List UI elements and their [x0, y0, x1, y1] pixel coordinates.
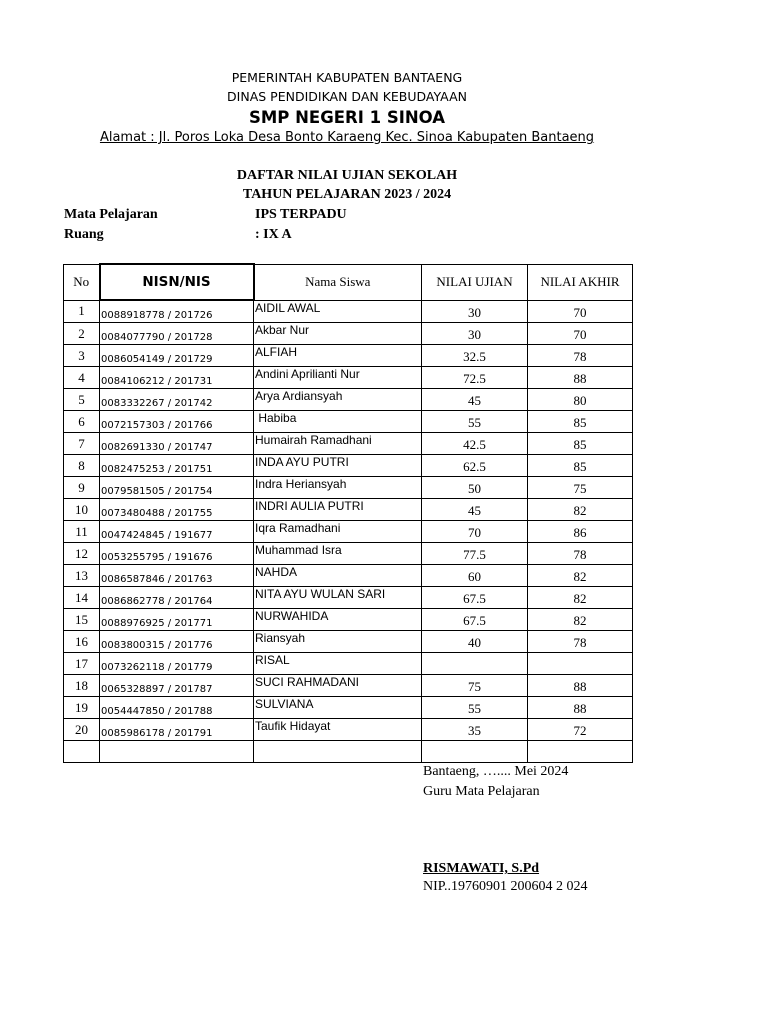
exam-score: 67.5: [422, 587, 528, 609]
row-number: 7: [64, 433, 100, 455]
teacher-role: Guru Mata Pelajaran: [423, 784, 540, 799]
table-row: [64, 345, 633, 367]
nisn-cell: 0054447850 / 201788: [100, 697, 254, 719]
table-row: [64, 367, 633, 389]
exam-score: 45: [422, 389, 528, 411]
final-score: 70: [528, 300, 633, 323]
exam-score: 40: [422, 631, 528, 653]
table-row: [64, 543, 633, 565]
place-date: Bantaeng, ….... Mei 2024: [423, 764, 569, 779]
nisn-cell: 0088918778 / 201726: [100, 300, 254, 323]
row-number: 8: [64, 455, 100, 477]
header-government: PEMERINTAH KABUPATEN BANTAENG: [231, 70, 463, 85]
exam-score: 55: [422, 411, 528, 433]
student-name: Indra Heriansyah: [254, 477, 422, 499]
row-number: 1: [64, 300, 100, 323]
col-header-nisn: NISN/NIS: [100, 264, 254, 300]
final-score: 78: [528, 345, 633, 367]
student-name: RISAL: [254, 653, 422, 675]
exam-score: 67.5: [422, 609, 528, 631]
row-number: 11: [64, 521, 100, 543]
final-score: 85: [528, 411, 633, 433]
table-row: [64, 631, 633, 653]
final-score: 88: [528, 697, 633, 719]
final-score: [528, 741, 633, 763]
student-name: AIDIL AWAL: [254, 300, 422, 323]
final-score: 88: [528, 675, 633, 697]
exam-score: 30: [422, 300, 528, 323]
final-score: 86: [528, 521, 633, 543]
academic-year: TAHUN PELAJARAN 2023 / 2024: [242, 187, 452, 202]
row-number: 9: [64, 477, 100, 499]
final-score: 78: [528, 543, 633, 565]
table-row: [64, 477, 633, 499]
student-name: Akbar Nur: [254, 323, 422, 345]
row-number: 10: [64, 499, 100, 521]
school-name: SMP NEGERI 1 SINOA: [248, 108, 446, 127]
student-name: Arya Ardiansyah: [254, 389, 422, 411]
nisn-cell: 0082691330 / 201747: [100, 433, 254, 455]
exam-score: 62.5: [422, 455, 528, 477]
nisn-cell: 0085986178 / 201791: [100, 719, 254, 741]
col-header-final-score: NILAI AKHIR: [528, 264, 633, 300]
teacher-nip: NIP..19760901 200604 2 024: [423, 879, 588, 894]
row-number: 6: [64, 411, 100, 433]
final-score: [528, 653, 633, 675]
nisn-cell: 0084106212 / 201731: [100, 367, 254, 389]
row-number: 4: [64, 367, 100, 389]
final-score: 75: [528, 477, 633, 499]
table-row: [64, 521, 633, 543]
final-score: 80: [528, 389, 633, 411]
nisn-cell: 0083800315 / 201776: [100, 631, 254, 653]
row-number: 15: [64, 609, 100, 631]
grades-table: [63, 263, 633, 763]
student-name: ALFIAH: [254, 345, 422, 367]
table-row: [64, 719, 633, 741]
student-name: Habiba: [254, 411, 422, 433]
nisn-cell: 0088976925 / 201771: [100, 609, 254, 631]
header-department: DINAS PENDIDIKAN DAN KEBUDAYAAN: [227, 89, 467, 104]
student-name: NAHDA: [254, 565, 422, 587]
col-header-name: Nama Siswa: [254, 264, 422, 300]
row-number: 2: [64, 323, 100, 345]
nisn-cell: 0083332267 / 201742: [100, 389, 254, 411]
col-header-no: No: [64, 264, 100, 300]
exam-score: [422, 741, 528, 763]
room-label: Ruang: [64, 227, 104, 242]
table-row: [64, 609, 633, 631]
nisn-cell: [100, 741, 254, 763]
row-number: 17: [64, 653, 100, 675]
nisn-cell: 0079581505 / 201754: [100, 477, 254, 499]
exam-score: 70: [422, 521, 528, 543]
exam-score: 72.5: [422, 367, 528, 389]
exam-score: 45: [422, 499, 528, 521]
exam-score: 32.5: [422, 345, 528, 367]
student-name: Riansyah: [254, 631, 422, 653]
room-value: : IX A: [255, 227, 292, 242]
student-name: Iqra Ramadhani: [254, 521, 422, 543]
nisn-cell: 0086054149 / 201729: [100, 345, 254, 367]
row-number: 20: [64, 719, 100, 741]
row-number: 16: [64, 631, 100, 653]
exam-score: 35: [422, 719, 528, 741]
student-name: [254, 741, 422, 763]
table-row: [64, 697, 633, 719]
nisn-cell: 0053255795 / 191676: [100, 543, 254, 565]
exam-score: 60: [422, 565, 528, 587]
col-header-exam-score: NILAI UJIAN: [422, 264, 528, 300]
student-name: Taufik Hidayat: [254, 719, 422, 741]
table-row: [64, 433, 633, 455]
student-name: Humairah Ramadhani: [254, 433, 422, 455]
exam-score: [422, 653, 528, 675]
final-score: 88: [528, 367, 633, 389]
final-score: 82: [528, 587, 633, 609]
student-name: SUCI RAHMADANI: [254, 675, 422, 697]
row-number: 14: [64, 587, 100, 609]
nisn-cell: 0086862778 / 201764: [100, 587, 254, 609]
nisn-cell: 0082475253 / 201751: [100, 455, 254, 477]
table-header-row: [64, 264, 633, 300]
table-row: [64, 741, 633, 763]
nisn-cell: 0072157303 / 201766: [100, 411, 254, 433]
school-address: Alamat : Jl. Poros Loka Desa Bonto Karaeng Kec. Sinoa Kabupaten Bantaeng: [99, 130, 595, 145]
final-score: 72: [528, 719, 633, 741]
table-row: [64, 323, 633, 345]
table-row: [64, 455, 633, 477]
table-row: [64, 675, 633, 697]
nisn-cell: 0073262118 / 201779: [100, 653, 254, 675]
final-score: 70: [528, 323, 633, 345]
table-row: [64, 300, 633, 323]
row-number: 3: [64, 345, 100, 367]
table-row: [64, 587, 633, 609]
table-row: [64, 565, 633, 587]
student-name: NURWAHIDA: [254, 609, 422, 631]
row-number: [64, 741, 100, 763]
exam-score: 50: [422, 477, 528, 499]
teacher-name: RISMAWATI, S.Pd: [423, 861, 540, 876]
table-row: [64, 499, 633, 521]
student-name: INDA AYU PUTRI: [254, 455, 422, 477]
exam-score: 55: [422, 697, 528, 719]
nisn-cell: 0086587846 / 201763: [100, 565, 254, 587]
exam-score: 75: [422, 675, 528, 697]
subject-label: Mata Pelajaran: [64, 207, 158, 222]
exam-score: 42.5: [422, 433, 528, 455]
table-row: [64, 653, 633, 675]
final-score: 85: [528, 455, 633, 477]
row-number: 13: [64, 565, 100, 587]
row-number: 5: [64, 389, 100, 411]
final-score: 78: [528, 631, 633, 653]
student-name: INDRI AULIA PUTRI: [254, 499, 422, 521]
nisn-cell: 0047424845 / 191677: [100, 521, 254, 543]
student-name: Andini Aprilianti Nur: [254, 367, 422, 389]
student-name: Muhammad Isra: [254, 543, 422, 565]
table-row: [64, 411, 633, 433]
nisn-cell: 0084077790 / 201728: [100, 323, 254, 345]
row-number: 19: [64, 697, 100, 719]
student-name: NITA AYU WULAN SARI: [254, 587, 422, 609]
final-score: 82: [528, 565, 633, 587]
exam-score: 77.5: [422, 543, 528, 565]
nisn-cell: 0065328897 / 201787: [100, 675, 254, 697]
subject-value: IPS TERPADU: [255, 207, 347, 222]
student-name: SULVIANA: [254, 697, 422, 719]
final-score: 85: [528, 433, 633, 455]
document-title: DAFTAR NILAI UJIAN SEKOLAH: [236, 168, 458, 183]
row-number: 12: [64, 543, 100, 565]
exam-score: 30: [422, 323, 528, 345]
row-number: 18: [64, 675, 100, 697]
table-row: [64, 389, 633, 411]
nisn-cell: 0073480488 / 201755: [100, 499, 254, 521]
final-score: 82: [528, 499, 633, 521]
final-score: 82: [528, 609, 633, 631]
